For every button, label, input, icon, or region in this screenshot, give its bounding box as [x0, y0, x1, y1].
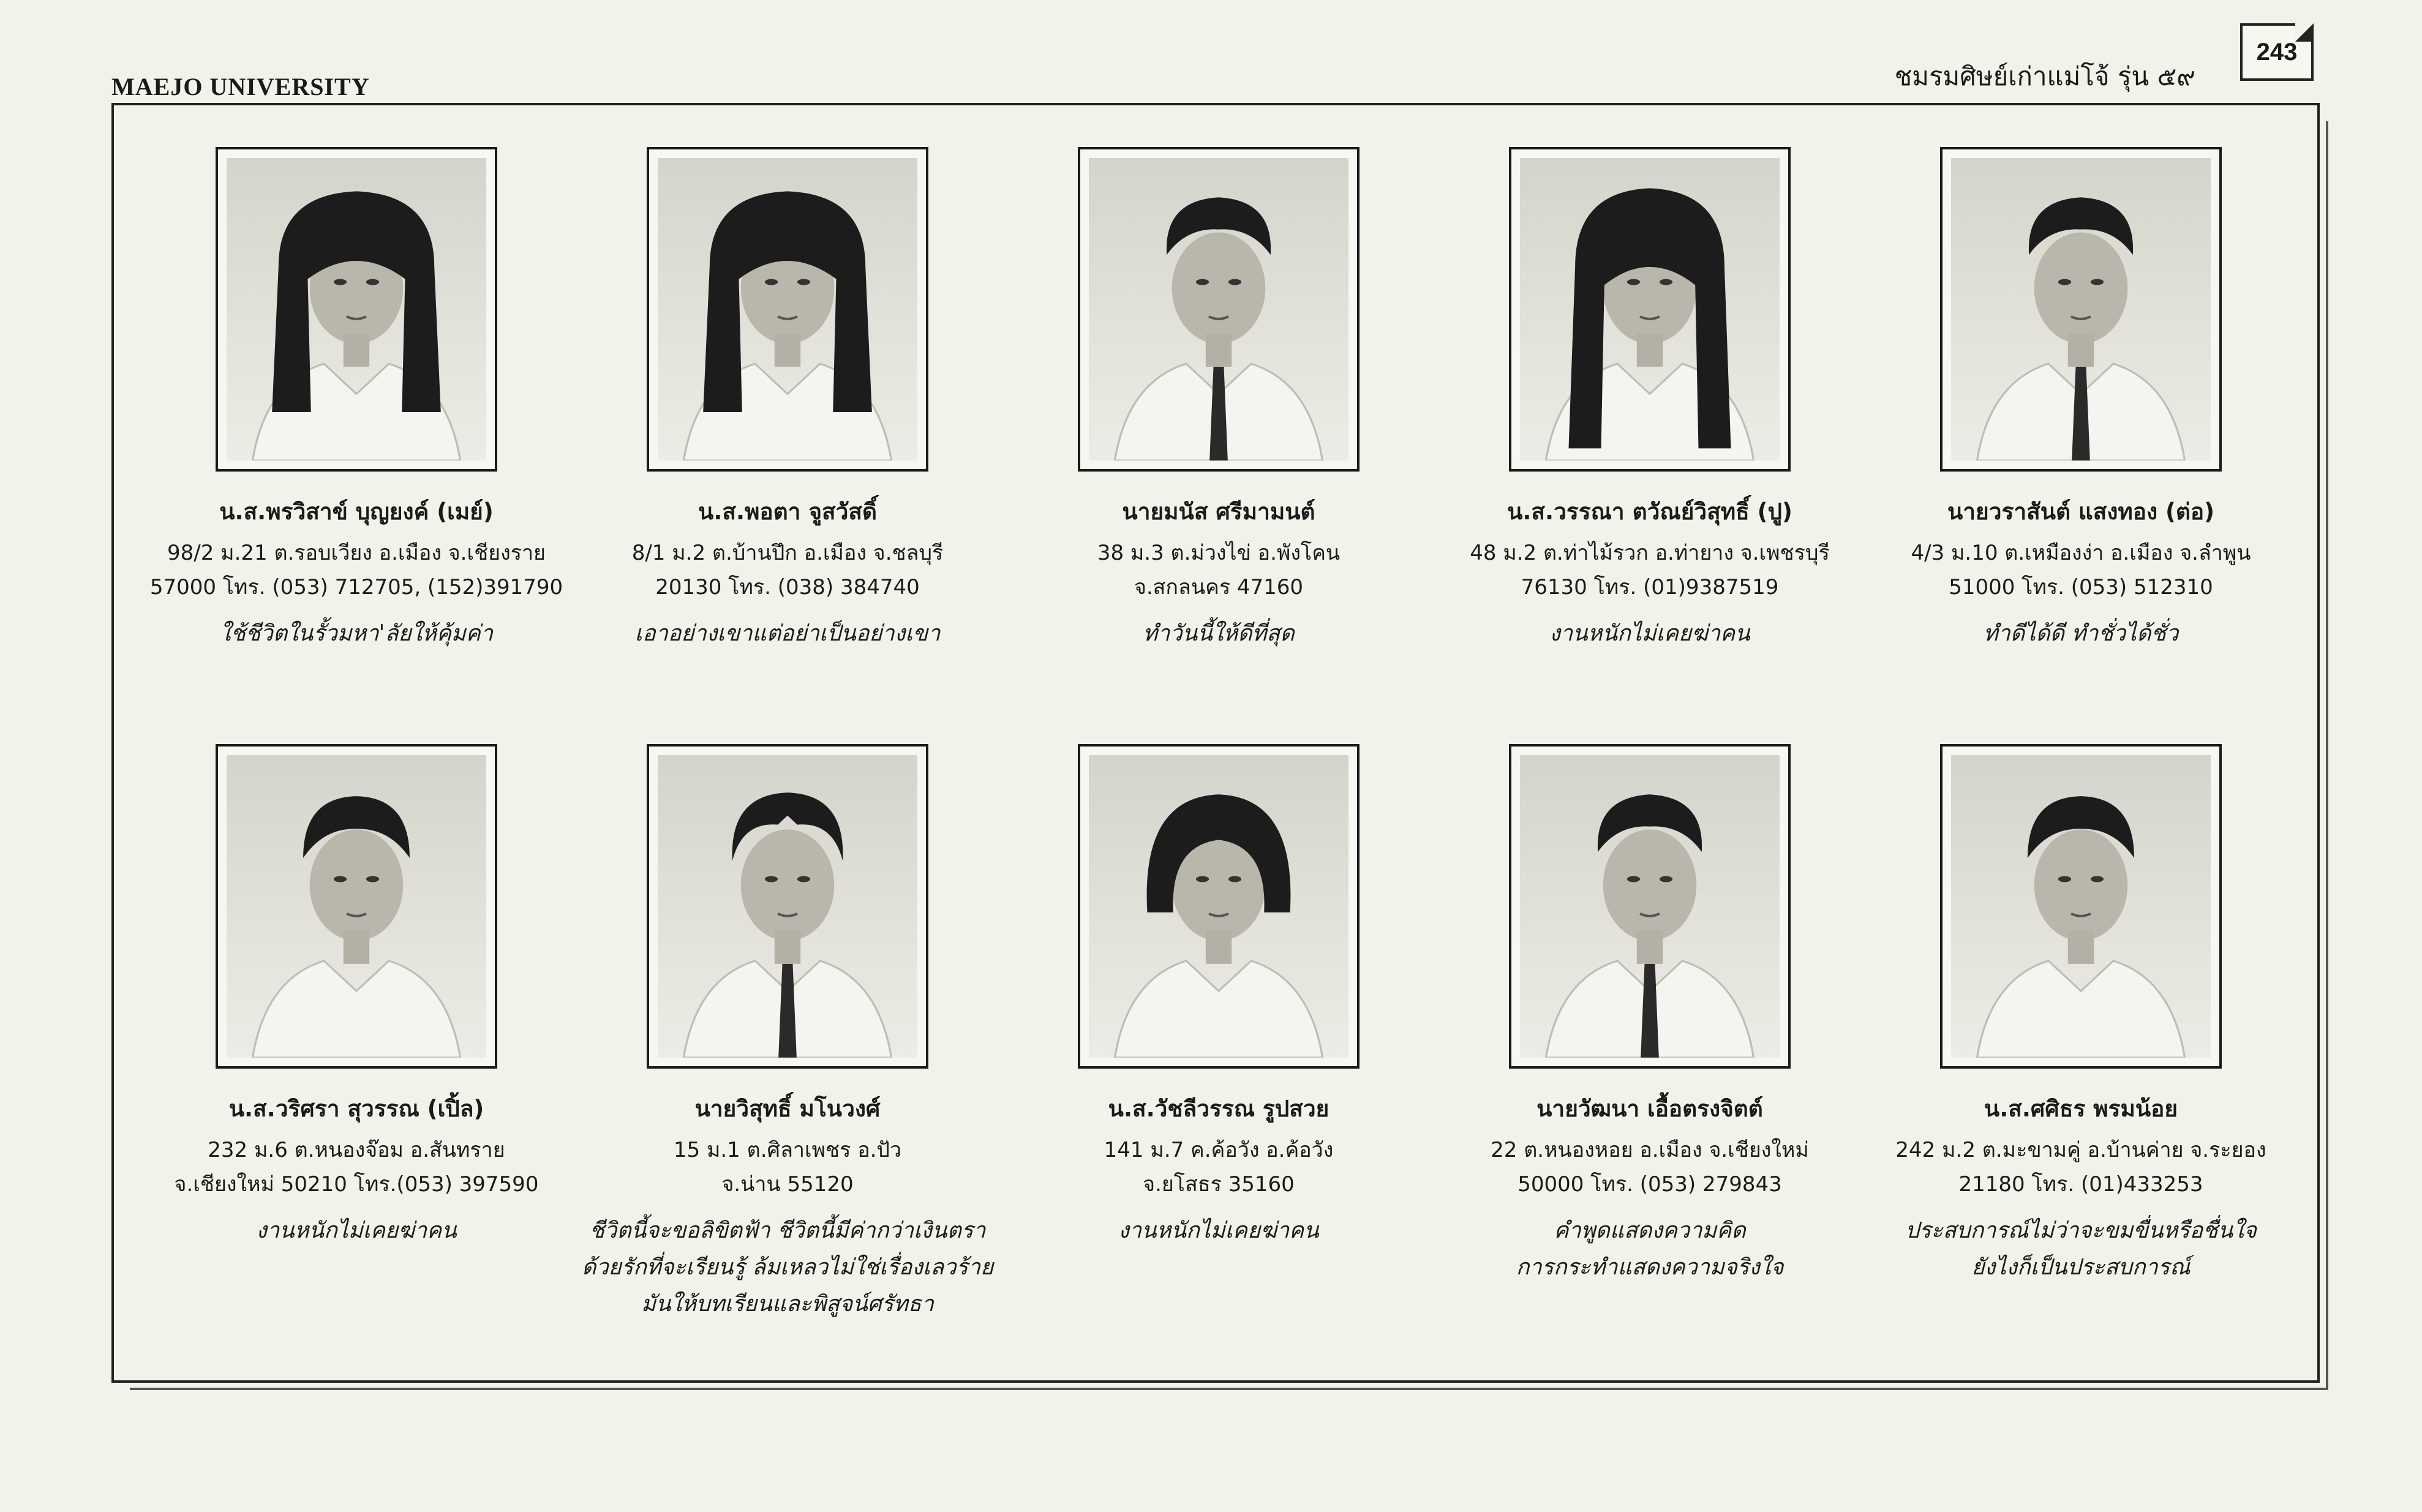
portrait-image — [1951, 755, 2211, 1058]
address-line: 21180 โทร. (01)433253 — [1958, 1172, 2203, 1197]
club-title: ชมรมศิษย์เก่าแม่โจ้ รุ่น ๕๙ — [1894, 61, 2195, 91]
address-line: 48 ม.2 ต.ท่าไม้รวก อ.ท่ายาง จ.เพชรบุรี — [1470, 541, 1830, 565]
motto-line: งานหนักไม่เคยฆ่าคน — [1549, 621, 1750, 646]
student-name: น.ส.วริศรา สุวรรณ (เปิ้ล) — [228, 1096, 484, 1122]
student-photo — [1940, 147, 2222, 472]
portrait-image — [1951, 158, 2211, 461]
address-line: 242 ม.2 ต.มะขามคู่ อ.บ้านค่าย จ.ระยอง — [1895, 1138, 2266, 1162]
portrait-svg — [1951, 158, 2211, 461]
student-card — [1003, 147, 1434, 744]
portrait-image — [1520, 158, 1780, 461]
motto-line: ทำดีได้ดี ทำชั่วได้ชั่ว — [1983, 621, 2179, 646]
motto-line: การกระทำแสดงความจริงใจ — [1516, 1255, 1784, 1280]
address-line: 141 ม.7 ค.ค้อวัง อ.ค้อวัง — [1104, 1138, 1334, 1162]
address-line: 98/2 ม.21 ต.รอบเวียง อ.เมือง จ.เชียงราย — [167, 541, 546, 565]
portrait-image — [658, 755, 917, 1058]
university-name: MAEJO UNIVERSITY — [111, 73, 370, 100]
student-name: นายวราสันต์ แสงทอง (ต่อ) — [1947, 498, 2215, 525]
student-photo — [1509, 744, 1791, 1069]
student-address — [632, 536, 944, 604]
student-photo — [1078, 147, 1360, 472]
student-photo — [647, 147, 928, 472]
address-line: 232 ม.6 ต.หนองจ๊อม อ.สันทราย — [208, 1138, 505, 1162]
student-photo — [216, 744, 497, 1069]
address-line: 50000 โทร. (053) 279843 — [1518, 1172, 1782, 1197]
address-line: 4/3 ม.10 ต.เหมืองง่า อ.เมือง จ.ลำพูน — [1911, 541, 2251, 565]
address-line: 76130 โทร. (01)9387519 — [1521, 575, 1779, 600]
student-address — [674, 1133, 901, 1202]
portrait-image — [1520, 755, 1780, 1058]
student-address — [1470, 536, 1829, 604]
motto-line: ทำวันนี้ให้ดีที่สุด — [1143, 621, 1295, 646]
student-card — [572, 744, 1003, 1366]
student-motto — [1516, 1213, 1784, 1286]
motto-line: มันให้บทเรียนและพิสูจน์ศรัทธา — [641, 1292, 934, 1317]
address-line: 57000 โทร. (053) 712705, (152)391790 — [149, 575, 563, 600]
portrait-svg — [1951, 755, 2211, 1058]
motto-line: ด้วยรักที่จะเรียนรู้ ล้มเหลวไม่ใช่เรื่องเลวร้าย — [581, 1255, 994, 1280]
student-photo — [647, 744, 928, 1069]
student-name: น.ส.วรรณา ตวัณย์วิสุทธิ์ (ปู) — [1507, 498, 1792, 525]
address-line: 20130 โทร. (038) 384740 — [655, 575, 920, 600]
portrait-svg — [1089, 158, 1348, 461]
student-card — [1434, 147, 1865, 744]
student-card — [141, 147, 572, 744]
motto-line: คำพูดแสดงความคิด — [1554, 1218, 1746, 1243]
portrait-image — [1089, 158, 1348, 461]
student-name: นายวัฒนา เอื้อตรงจิตต์ — [1536, 1096, 1763, 1122]
address-line: 22 ต.หนองหอย อ.เมือง จ.เชียงใหม่ — [1491, 1138, 1809, 1162]
motto-line: ใช้ชีวิตในรั้วมหา'ลัยให้คุ้มค่า — [220, 621, 493, 646]
portrait-svg — [658, 158, 917, 461]
student-address — [1491, 1133, 1809, 1202]
student-card — [1434, 744, 1865, 1366]
student-photo — [216, 147, 497, 472]
address-line: จ.ยโสธร 35160 — [1143, 1172, 1295, 1197]
student-photo — [1078, 744, 1360, 1069]
motto-line: เอาอย่างเขาแต่อย่าเป็นอย่างเขา — [634, 621, 941, 646]
address-line: 38 ม.3 ต.ม่วงไข่ อ.พังโคน — [1097, 541, 1341, 565]
portrait-svg — [227, 755, 486, 1058]
portrait-svg — [1520, 158, 1780, 461]
student-card — [1003, 744, 1434, 1366]
student-card — [572, 147, 1003, 744]
student-motto — [220, 615, 493, 652]
student-motto — [256, 1213, 456, 1249]
student-motto — [1143, 615, 1294, 652]
portrait-svg — [658, 755, 917, 1058]
student-name: น.ส.วัชลีวรรณ รูปสวย — [1108, 1096, 1329, 1122]
address-line: 15 ม.1 ต.ศิลาเพชร อ.ปัว — [673, 1138, 902, 1162]
student-motto — [1984, 615, 2178, 652]
address-line: 51000 โทร. (053) 512310 — [1949, 575, 2213, 600]
address-line: จ.สกลนคร 47160 — [1134, 575, 1304, 600]
address-line: 8/1 ม.2 ต.บ้านปึก อ.เมือง จ.ชลบุรี — [631, 541, 944, 565]
address-line: จ.เชียงใหม่ 50210 โทร.(053) 397590 — [174, 1172, 539, 1197]
student-address — [1104, 1133, 1334, 1202]
motto-line: ชีวิตนี้จะขอลิขิตฟ้า ชีวิตนี้มีค่ากว่าเงินตรา — [589, 1218, 986, 1243]
student-photo — [1940, 744, 2222, 1069]
student-address — [150, 536, 563, 604]
student-name: น.ส.พอตา จูสวัสดิ์ — [698, 498, 877, 525]
student-name: นายวิสุทธิ์ มโนวงศ์ — [694, 1096, 881, 1122]
motto-line: งานหนักไม่เคยฆ่าคน — [1118, 1218, 1319, 1243]
page-number — [2240, 23, 2314, 81]
student-motto — [582, 1213, 993, 1323]
motto-line: ประสบการณ์ไม่ว่าจะขมขื่นหรือชื่นใจ — [1905, 1218, 2257, 1243]
student-name: น.ส.ศศิธร พรมน้อย — [1984, 1096, 2178, 1122]
portrait-image — [658, 158, 917, 461]
portrait-svg — [1520, 755, 1780, 1058]
student-card — [1865, 147, 2296, 744]
motto-line: งานหนักไม่เคยฆ่าคน — [256, 1218, 457, 1243]
student-name: นายมนัส ศรีมามนต์ — [1122, 498, 1315, 525]
address-line: จ.น่าน 55120 — [721, 1172, 854, 1197]
portrait-image — [1089, 755, 1348, 1058]
student-motto — [1118, 1213, 1318, 1249]
student-address — [1097, 536, 1340, 604]
student-card — [141, 744, 572, 1366]
student-name: น.ส.พรวิสาข์ บุญยงค์ (เมย์) — [219, 498, 494, 525]
motto-line: ยังไงก็เป็นประสบการณ์ — [1971, 1255, 2191, 1280]
page-number-text: 243 — [2256, 38, 2298, 66]
portrait-svg — [1089, 755, 1348, 1058]
student-motto — [1549, 615, 1750, 652]
student-motto — [635, 615, 941, 652]
student-address — [175, 1133, 539, 1202]
student-motto — [1905, 1213, 2257, 1286]
student-card — [1865, 744, 2296, 1366]
portrait-image — [227, 755, 486, 1058]
student-photo — [1509, 147, 1791, 472]
student-address — [1911, 536, 2251, 604]
student-address — [1895, 1133, 2266, 1202]
portrait-svg — [227, 158, 486, 461]
student-grid — [141, 147, 2296, 1366]
portrait-image — [227, 158, 486, 461]
